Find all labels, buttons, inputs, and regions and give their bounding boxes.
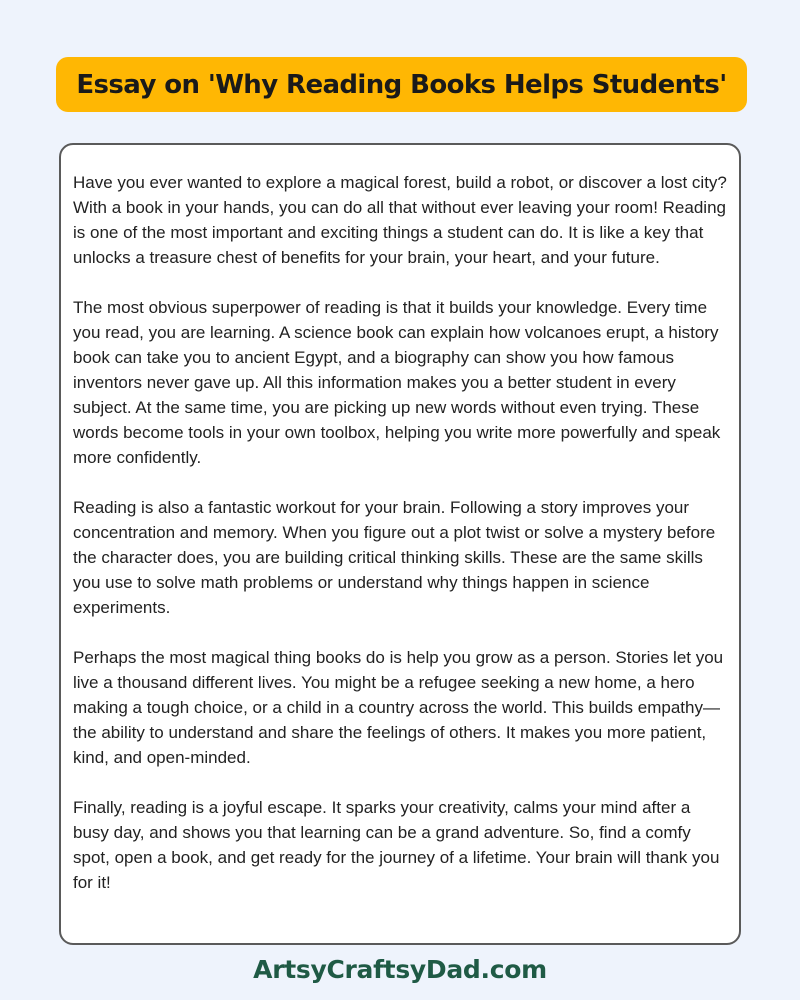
essay-paragraph-3: Reading is also a fantastic workout for your brain. Following a story improves your concentration and memory. When you figure out a plot twist or solve a mystery before the character does, you are building critical thinking skills. These are the same skills you use to solve math problems or understand why things happen in science experiments. <box>73 498 716 617</box>
title-banner <box>56 57 747 112</box>
essay-paragraph-4: Perhaps the most magical thing books do is help you grow as a person. Stories let you live a thousand different lives. You might be a refugee seeking a new home, a hero making a tough choice, or a child in a country across the world. This builds empathy—the ability to understand and share the feelings of others. It makes you more patient, kind, and open-minded. <box>73 648 724 767</box>
essay-paragraph-2: The most obvious superpower of reading is that it builds your knowledge. Every time you read, you are learning. A science book can explain how volcanoes erupt, a history book can take you to ancient Egypt, and a biography can show you how famous inventors never gave up. All this information makes you a better student in every subject. At the same time, you are picking up new words without even trying. These words become tools in your own toolbox, helping you write more powerfully and speak more confidently. <box>73 298 721 467</box>
essay-paragraph-5: Finally, reading is a joyful escape. It sparks your creativity, calms your mind after a busy day, and shows you that learning can be a grand adventure. So, find a comfy spot, open a book, and get ready for the journey of a lifetime. Your brain will thank you for it! <box>73 798 720 892</box>
page-title: Essay on 'Why Reading Books Helps Students' <box>76 69 727 100</box>
footer-brand: ArtsyCraftsyDad.com <box>253 955 547 984</box>
essay-card <box>59 143 741 945</box>
essay-paragraph-1: Have you ever wanted to explore a magical forest, build a robot, or discover a lost city? With a book in your hands, you can do all that without ever leaving your room! Reading is one of the most important and exciting things a student can do. It is like a key that unlocks a treasure chest of benefits for your brain, your heart, and your future. <box>73 173 727 267</box>
